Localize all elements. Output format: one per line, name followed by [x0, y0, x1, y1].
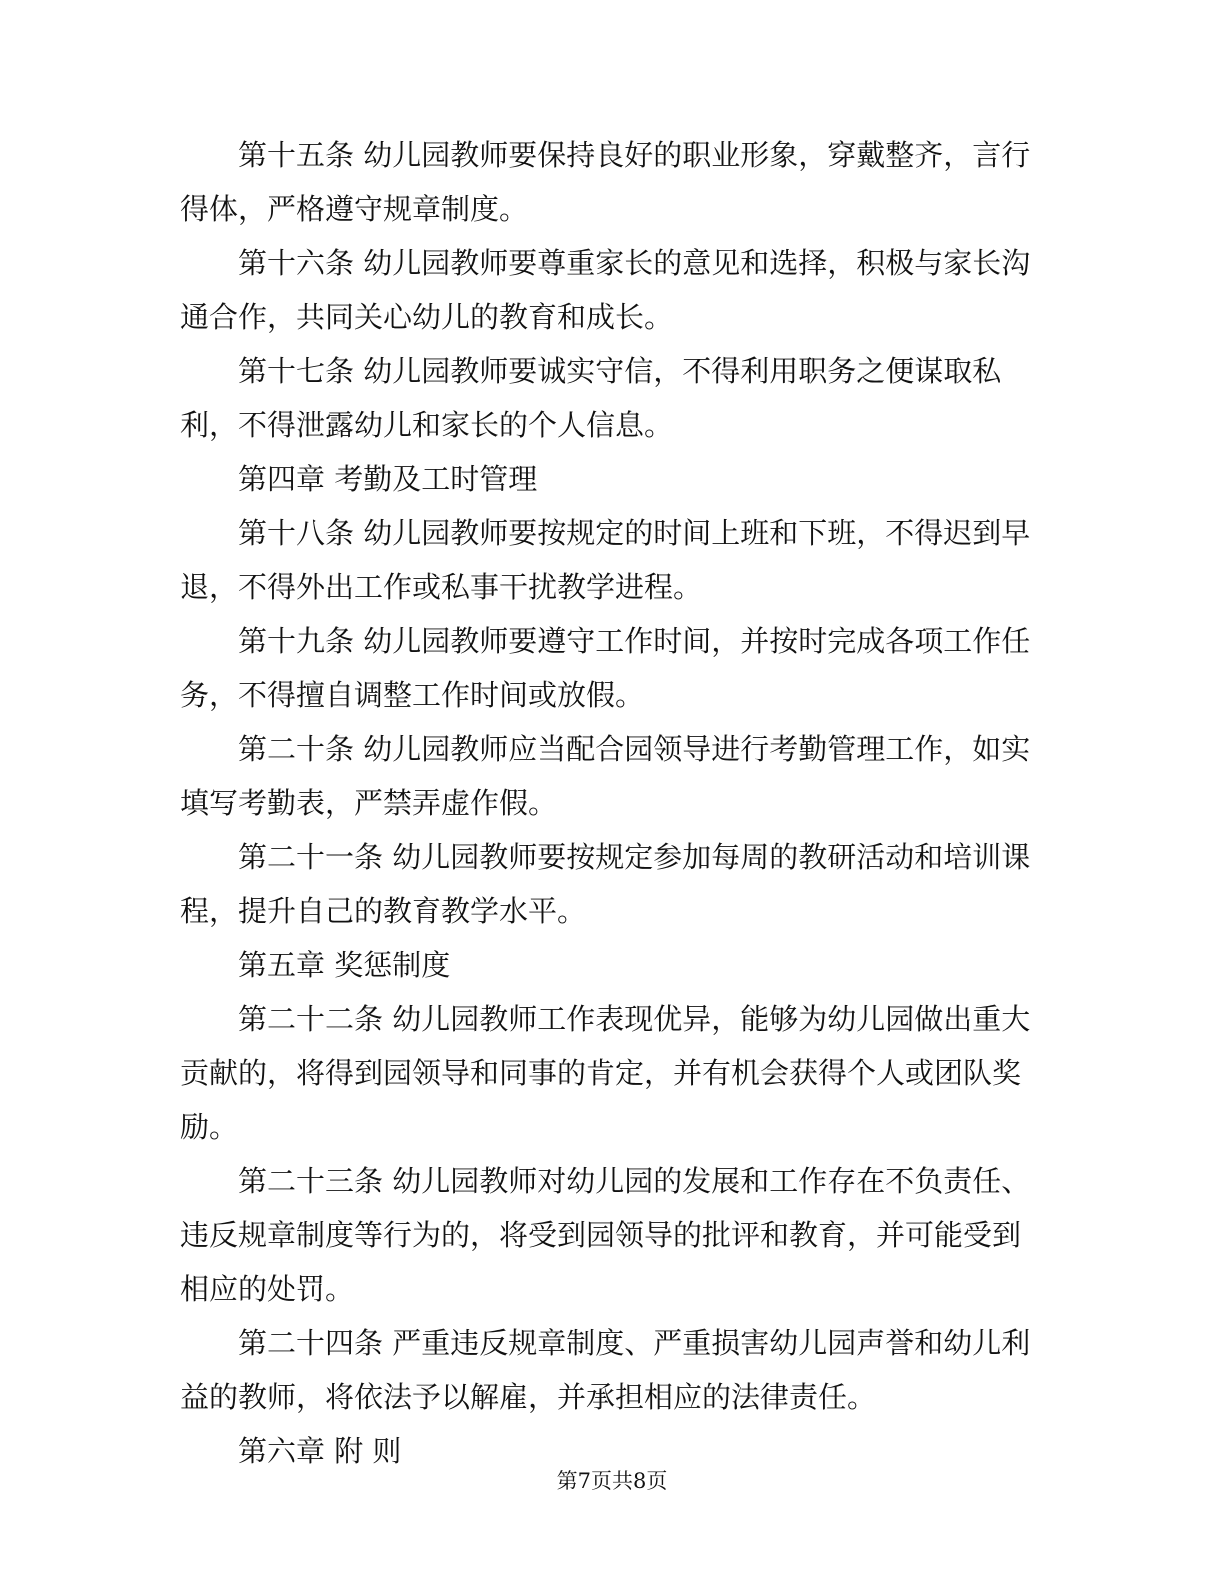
document-body — [180, 128, 1040, 1478]
chapter-6-heading: 第六章 附 则 — [238, 1434, 402, 1468]
article-22: 第二十二条 幼儿园教师工作表现优异，能够为幼儿园做出重大贡献的，将得到园领导和同事的肯定，并有机会获得个人或团队奖励。 — [180, 1002, 1031, 1144]
article-21: 第二十一条 幼儿园教师要按规定参加每周的教研活动和培训课程，提升自己的教育教学水平。 — [180, 840, 1031, 928]
article-23: 第二十三条 幼儿园教师对幼儿园的发展和工作存在不负责任、违反规章制度等行为的，将受到园领导的批评和教育，并可能受到相应的处罚。 — [180, 1164, 1031, 1306]
chapter-4-heading: 第四章 考勤及工时管理 — [238, 462, 538, 496]
article-18: 第十八条 幼儿园教师要按规定的时间上班和下班，不得迟到早退，不得外出工作或私事干扰教学进程。 — [180, 516, 1031, 604]
article-17: 第十七条 幼儿园教师要诚实守信，不得利用职务之便谋取私利，不得泄露幼儿和家长的个人信息。 — [180, 354, 1002, 442]
chapter-5-heading: 第五章 奖惩制度 — [238, 948, 451, 982]
article-24: 第二十四条 严重违反规章制度、严重损害幼儿园声誉和幼儿利益的教师，将依法予以解雇，并承担相应的法律责任。 — [180, 1326, 1031, 1414]
article-15: 第十五条 幼儿园教师要保持良好的职业形象，穿戴整齐，言行得体，严格遵守规章制度。 — [180, 138, 1031, 226]
article-19: 第十九条 幼儿园教师要遵守工作时间，并按时完成各项工作任务，不得擅自调整工作时间或放假。 — [180, 624, 1031, 712]
page-number-footer: 第7页共8页 — [556, 1469, 668, 1493]
article-20: 第二十条 幼儿园教师应当配合园领导进行考勤管理工作，如实填写考勤表，严禁弄虚作假。 — [180, 732, 1031, 820]
article-16: 第十六条 幼儿园教师要尊重家长的意见和选择，积极与家长沟通合作，共同关心幼儿的教育和成长。 — [180, 246, 1031, 334]
